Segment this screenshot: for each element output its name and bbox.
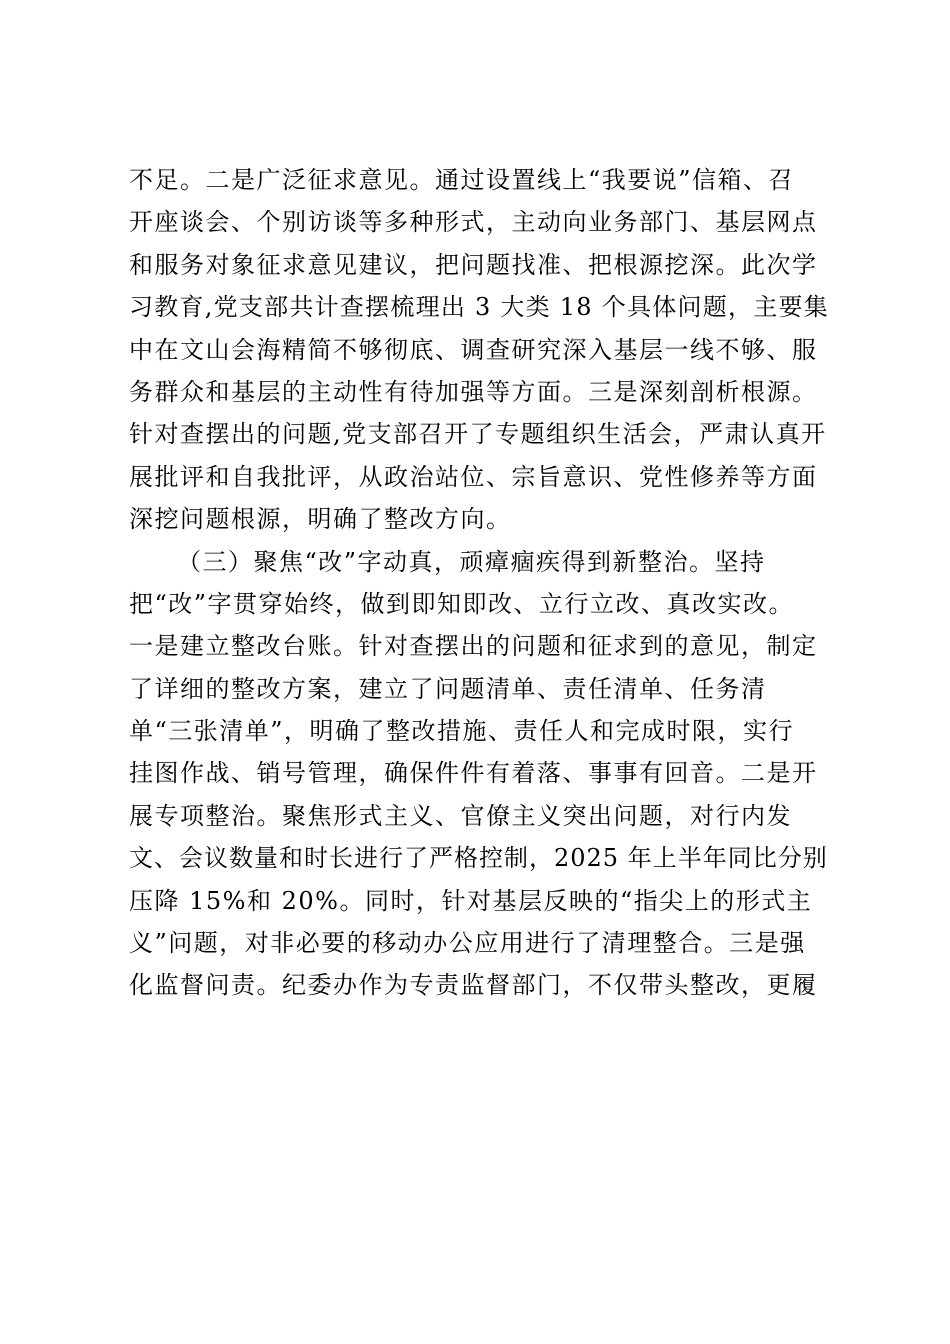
text-line: 一是建立整改台账。针对查摆出的问题和征求到的意见，制定 <box>129 632 818 661</box>
section-heading-line: （三）聚焦“改”字动真，顽瘴痼疾得到新整治。坚持 <box>177 547 766 576</box>
text-line: 压降 15%和 20%。同时，针对基层反映的“指尖上的形式主 <box>129 886 813 915</box>
text-line: 深挖问题根源，明确了整改方向。 <box>129 505 512 534</box>
text-line: 展批评和自我批评，从政治站位、宗旨意识、党性修养等方面 <box>129 462 818 491</box>
text-line: 挂图作战、销号管理，确保件件有着落、事事有回音。二是开 <box>129 759 818 788</box>
text-line: 不足。二是广泛征求意见。通过设置线上“我要说”信箱、召 <box>129 166 795 194</box>
text-line: 针对查摆出的问题,党支部召开了专题组织生活会，严肃认真开 <box>129 420 827 449</box>
text-line: 务群众和基层的主动性有待加强等方面。三是深刻剖析根源。 <box>129 377 818 406</box>
text-line: 单“三张清单”，明确了整改措施、责任人和完成时限，实行 <box>129 717 795 746</box>
text-line: 文、会议数量和时长进行了严格控制，2025 年上半年同比分别 <box>129 844 828 873</box>
text-line: 把“改”字贯穿始终，做到即知即改、立行立改、真改实改。 <box>129 589 795 618</box>
text-line: 习教育,党支部共计查摆梳理出 3 大类 18 个具体问题，主要集 <box>129 293 829 322</box>
text-line: 义”问题，对非必要的移动办公应用进行了清理整合。三是强 <box>129 929 806 958</box>
body-text <box>129 159 829 1007</box>
text-line: 开座谈会、个别访谈等多种形式，主动向业务部门、基层网点 <box>129 208 818 237</box>
text-line: 和服务对象征求意见建议，把问题找准、把根源挖深。此次学 <box>129 250 818 279</box>
text-line: 了详细的整改方案，建立了问题清单、责任清单、任务清 <box>129 674 767 703</box>
text-line: 化监督问责。纪委办作为专责监督部门，不仅带头整改，更履 <box>129 971 818 1000</box>
text-line: 中在文山会海精简不够彻底、调查研究深入基层一线不够、服 <box>129 335 818 364</box>
text-line: 展专项整治。聚焦形式主义、官僚主义突出问题，对行内发 <box>129 801 792 830</box>
